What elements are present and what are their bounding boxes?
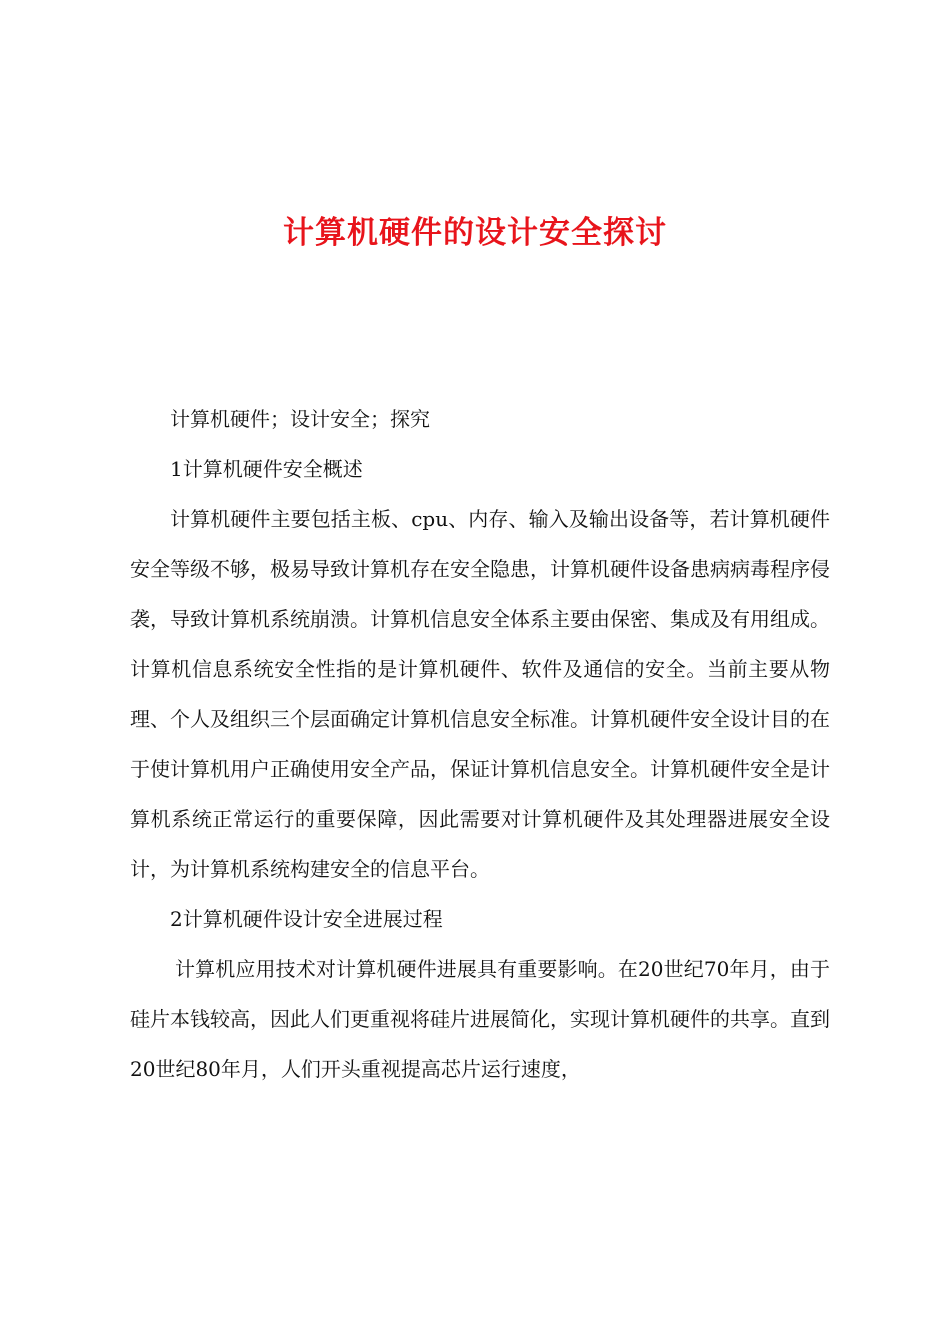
- document-title: 计算机硬件的设计安全探讨: [283, 215, 667, 251]
- section-1-heading: 1计算机硬件安全概述: [170, 457, 363, 481]
- section-1-paragraph: 计算机硬件主要包括主板、cpu、内存、输入及输出设备等，若计算机硬件安全等级不够，极易导致计算机存在安全隐患，计算机硬件设备患病病毒程序侵袭，导致计算机系统崩溃。计算机信息安全体系主要由保密、集成及有用组成。计算机信息系统安全性指的是计算机硬件、软件及通信的安全。当前主要从物理、个人及组织三个层面确定计算机信息安全标准。计算机硬件安全设计目的在于使计算机用户正确使用安全产品，保证计算机信息安全。计算机硬件安全是计算机系统正常运行的重要保障，因此需要对计算机硬件及其处理器进展安全设计，为计算机系统构建安全的信息平台。: [130, 507, 830, 881]
- document-body: [130, 394, 830, 1094]
- section-2-paragraph: 计算机应用技术对计算机硬件进展具有重要影响。在20世纪70年月，由于硅片本钱较高，因此人们更重视将硅片进展简化，实现计算机硬件的共享。直到20世纪80年月，人们开头重视提高芯片运行速度，: [130, 957, 830, 1081]
- section-2-heading: 2计算机硬件设计安全进展过程: [170, 907, 443, 931]
- keywords-line: 计算机硬件；设计安全；探究: [170, 407, 430, 431]
